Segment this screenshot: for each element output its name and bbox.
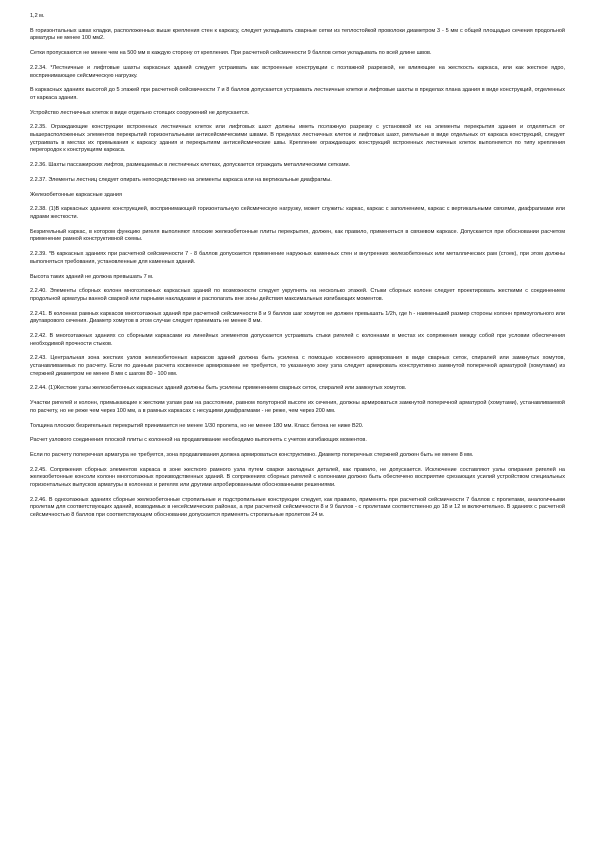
- paragraph-clause-2-2-34: 2.2.34. *Лестничные и лифтовые шахты каркасных зданий следует устраивать как встроенные конструкции с поэтажной разрезкой, не влияющие на жесткость каркаса, или как жесткое ядро, воспринимающее сейсмическую нагрузку.: [30, 64, 565, 79]
- paragraph: Безригельный каркас, в котором функцию ригеля выполняют плоские железобетонные плиты перекрытия, должен, как правило, применяться в связевом каркасе. Допускается при обосновании расчетом применение рамной конструктивной схемы.: [30, 228, 565, 243]
- paragraph: Если по расчету поперечная арматура не требуется, зона продавливания должна армироваться конструктивно. Диаметр поперечных стержней должен быть не менее 8 мм.: [30, 452, 474, 459]
- paragraph-clause-2-2-44: 2.2.44. (1)Жесткие узлы железобетонных каркасных зданий должны быть усилены применением сварных сеток, спиралей или замкнутых хомутов.: [30, 385, 407, 392]
- paragraph: Устройство лестничных клеток в виде отдельно стоящих сооружений не допускается.: [30, 109, 250, 116]
- paragraph-fragment: 1,2 м.: [30, 13, 45, 19]
- paragraph-clause-2-2-38: 2.2.38. (1)В каркасных зданиях конструкцией, воспринимающей горизонтальную сейсмическую нагрузку, может служить: каркас, каркас с заполнением, каркас с вертикальными связями, диафрагмами или ядрами жесткости.: [30, 206, 565, 220]
- paragraph-clause-2-2-41: 2.2.41. В колоннах рамных каркасов многоэтажных зданий при расчетной сейсмичности 8 и 9 баллов шаг хомутов не должен превышать 1/2h, где h - наименьший размер стороны колонн прямоугольного или двутаврового сечения. Диаметр хомутов в этом случае следует принимать не менее 8 мм.: [30, 310, 565, 325]
- paragraph-clause-2-2-35: 2.2.35. Ограждающие конструкции встроенных лестничных клеток или лифтовых шахт должны иметь поэтажную разрезку с установкой их на элементы перекрытия здания и отделяться от вышерасположенных элементов перекрытий горизонтальными антисейсмическими швами. В пределах лестничных клеток и лифтовых шахт, ригельные в виде отдельных от каркаса конструкций, следует устраивать в местах их примыкания к каркасу здания и перекрытиям антисейсмические швы. Крепление ограждающих конструкций встроенных лестничных клеток выполняется по типу крепления перегородок к конструкциям каркаса.: [30, 124, 565, 154]
- paragraph-clause-2-2-42: 2.2.42. В многоэтажных зданиях со сборными каркасами из линейных элементов допускается устраивать стыки ригелей с колоннами в местах их сопряжения между собой при условии обеспечения необходимой прочности стыков.: [30, 333, 565, 347]
- paragraph-clause-2-2-45: 2.2.45. Сопряжения сборных элементов каркаса в зоне жесткого рамного узла путем сварки закладных деталей, как правило, не допускается. Исключение составляют узлы опирания ригелей на железобетонные консоли колонн многоэтажных производственных зданий. В сопряжениях сборных ригелей с колоннами должно быть обеспечено восприятие срезающих усилий устройством специальных горизонтальных выпусков арматуры в колоннах и ригелях или другими апробированными обоснованными решениями.: [30, 466, 565, 489]
- paragraph-clause-2-2-40: 2.2.40. Элементы сборных колонн многоэтажных каркасных зданий по возможности следует укрупнять на несколько этажей. Стыки сборных колонн следует проектировать жесткими с соединением продольной арматуры ванной сваркой или парными накладками и располагать вне зоны действия максимальных изгибающих моментов.: [30, 288, 565, 302]
- paragraph: В горизонтальных швах кладки, расположенных выше крепления стен к каркасу, следует укладывать сварные сетки из теплостойкой проволоки диаметром 3 - 5 мм с общей площадью сечения продольной арматуры не менее 100 мм2.: [30, 27, 565, 42]
- paragraph-clause-2-2-39: 2.2.39. *В каркасных зданиях при расчетной сейсмичности 7 - 8 баллов допускается применение наружных каменных стен и внутренних железобетонных или металлических рам (стоек), при этом должны выполняться требования, установленные для каменных зданий.: [30, 251, 565, 265]
- section-heading: Железобетонные каркасные здания: [30, 191, 122, 198]
- paragraph: Сетки пропускаются не менее чем на 500 мм в каждую сторону от крепления. При расчетной сейсмичности 9 баллов сетки укладывать по всей длине швов.: [30, 50, 432, 57]
- paragraph: В каркасных зданиях высотой до 5 этажей при расчетной сейсмичности 7 и 8 баллов допускается устраивать лестничные клетки и лифтовые шахты в пределах плана здания в виде конструкций, отделенных от каркаса здания.: [30, 87, 565, 101]
- paragraph-clause-2-2-36: 2.2.36. Шахты пассажирских лифтов, размещаемых в лестничных клетках, допускается ограждать металлическими сетками.: [30, 162, 351, 169]
- paragraph-clause-2-2-43: 2.2.43. Центральная зона жестких узлов железобетонных каркасов зданий должна быть усилена с помощью косвенного армирования в виде сварных сеток, спиралей или замкнутых хомутов, устанавливаемых по расчету. Если по данным расчета косвенное армирование не требуется, то указанную зону узла следует армировать конструктивно замкнутой поперечной арматурой (хомутами) из стержней диаметром не менее 8 мм с шагом 80 - 100 мм.: [30, 355, 565, 377]
- paragraph: Участки ригелей и колонн, примыкающие к жестким узлам рам на расстоянии, равном полуторной высоте их сечения, должны армироваться замкнутой поперечной арматурой (хомутами), устанавливаемой по расчету, но не реже чем через 100 мм, а в рамных каркасах с несущими диафрагмами - не реже, чем через 200 мм.: [30, 400, 565, 414]
- paragraph: Расчет узлового соединения плоской плиты с колонной на продавливание необходимо выполнять с учетом изгибающих моментов.: [30, 437, 367, 444]
- paragraph: Высота таких зданий не должна превышать 7 м.: [30, 273, 154, 280]
- paragraph: Толщина плоских безригельных перекрытий принимается не менее 1/30 пролета, но не менее 180 мм. Класс бетона не ниже В20.: [30, 422, 364, 429]
- paragraph-clause-2-2-37: 2.2.37. Элементы лестниц следует опирать непосредственно на элементы каркаса или на вертикальные диафрагмы.: [30, 176, 332, 183]
- paragraph-clause-2-2-46: 2.2.46. В одноэтажных зданиях сборные железобетонные стропильные и подстропильные конструкции следует, как правило, применять при расчетной сейсмичности 7 баллов с пролетами, аналогичными пролетам для соответствующих зданий, возводимых в несейсмических районах, а при расчетной сейсмичности 8 и 9 баллов - с пролетами соответственно до 18 и 12 м включительно. В зданиях с расчетной сейсмичностью 8 баллов при соответствующем обосновании допускается применять стропильные пролетом 24 м.: [30, 496, 565, 519]
